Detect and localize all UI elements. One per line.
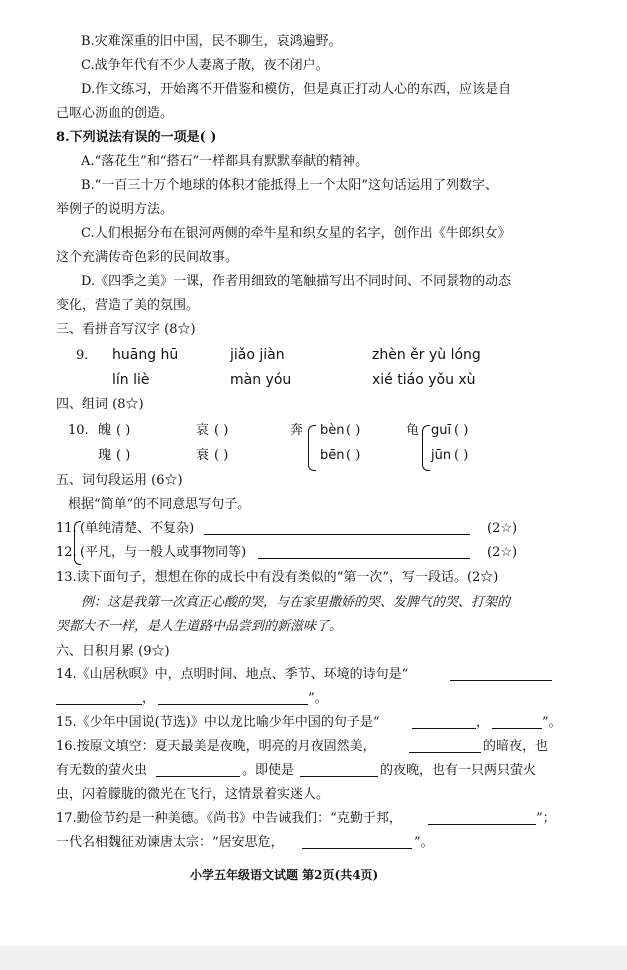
q13-example-line2: 哭都大不一样，是人生道路中品尝到的新滋味了。 [56,619,343,634]
q14-blank-1[interactable] [450,668,552,681]
q10-number: 10. [68,423,89,438]
pinyin-5: màn yóu [230,372,292,388]
q17-line2-end: ”。 [414,835,434,850]
section6-title: 六、日积月累 (9☆) [56,644,170,659]
q13-example-line1: 例：这是我第一次真正心酸的哭，与在家里撒娇的哭、发脾气的哭、打架的 [81,595,511,610]
answer-box-ben1[interactable]: ( ) [346,448,361,463]
q8-option-c-line1: C.人们根据分布在银河两侧的牵牛星和织女星的名字，创作出《牛郎织女》 [81,226,511,241]
q12-meaning: (平凡，与一般人或事物同等) [80,545,247,560]
brace-ben [308,425,316,471]
pinyin-jun1: jūn [431,448,452,463]
q8-option-d-line1: D.《四季之美》一课，作者用细致的笔触描写出不同时间、不同景物的动态 [81,274,512,289]
pinyin-4: lín liè [112,372,150,388]
q13-prompt: 13.读下面句子，想想在你的成长中有没有类似的“第一次”，写一段话。(2☆) [56,570,499,585]
answer-box-gui[interactable]: ( ) [116,448,131,463]
pinyin-gui1: guī [431,423,452,438]
q16-line1-rest: 的暗夜，也 [483,739,549,754]
section5-intro: 根据“简单”的不同意思写句子。 [68,497,251,512]
q12-number: 12. [56,545,77,560]
q14-close-quote: ”。 [308,691,328,706]
char-gui-turtle: 龟 [406,423,420,438]
q12-answer-line[interactable] [258,546,470,559]
q11-number: 11. [56,521,77,536]
q8-option-a: A.“落花生”和“搭石”一样都具有默默奉献的精神。 [81,154,369,169]
answer-box-ben4[interactable]: ( ) [346,423,361,438]
viewer-bottom-strip [0,946,627,970]
q15-comma: ， [476,715,490,730]
q17-blank-2[interactable] [302,836,412,849]
q8-option-d-line2: 变化，营造了美的氛围。 [56,298,200,313]
answer-box-po[interactable]: ( ) [116,423,131,438]
pinyin-ben1: bēn [320,448,345,463]
q16-blank-3[interactable] [300,764,378,777]
answer-box-gui1[interactable]: ( ) [454,423,469,438]
char-gui: 瑰 [98,448,112,463]
q7-option-c: C.战争年代有不少人妻离子散，夜不闭户。 [81,58,329,73]
brace-gui [422,425,430,471]
section5-title: 五、词句段运用 (6☆) [56,473,183,488]
q16-line2-end: 的夜晚，也有一只两只萤火 [380,763,537,778]
q14-line1: 14.《山居秋暝》中，点明时间、地点、季节、环境的诗句是“ [56,667,409,682]
answer-box-jun1[interactable]: ( ) [454,448,469,463]
pinyin-6: xié tiáo yǒu xù [372,372,476,388]
q17-line1-end: ”； [536,811,556,826]
pinyin-1: huāng hū [112,347,179,363]
q11-answer-line[interactable] [204,522,470,535]
char-po: 魄 [98,423,112,438]
q7-option-d-line1: D.作文练习，开始离不开借鉴和模仿，但是真正打动人心的东西，应该是自 [81,82,512,97]
q7-option-b: B.灾难深重的旧中国，民不聊生，哀鸿遍野。 [81,34,342,49]
q14-blank-3[interactable] [158,692,308,705]
q16-line1-prompt: 16.按原文填空：夏天最美是夜晚，明亮的月夜固然美， [56,739,376,754]
answer-box-ai[interactable]: ( ) [214,423,229,438]
q8-option-c-line2: 这个充满传奇色彩的民间故事。 [56,250,239,265]
answer-box-shuai[interactable]: ( ) [214,448,229,463]
pinyin-3: zhèn ěr yù lóng [372,347,481,363]
q17-line1-prompt: 17.勤俭节约是一种美德。《尚书》中告诫我们：“克勤于邦， [56,811,402,826]
q11-meaning: (单纯清楚、不复杂) [80,521,195,536]
q16-line2-mid: 。即使是 [242,763,295,778]
char-ben: 奔 [290,423,304,438]
section4-title: 四、组词 (8☆) [56,397,144,412]
q15-blank-2[interactable] [492,716,542,729]
q16-line3: 虫，闪着朦胧的微光在飞行，这情景着实迷人。 [56,787,330,802]
q16-blank-2[interactable] [156,764,240,777]
q8-option-b-line1: B.“一百三十万个地球的体积才能抵得上一个太阳”这句话运用了列数字、 [81,178,498,193]
q14-comma: ， [142,691,156,706]
char-shuai: 衰 [196,448,210,463]
q15-prompt: 15.《少年中国说(节选)》中以龙比喻少年中国的句子是“ [56,715,380,730]
q15-close-quote: ”。 [542,715,562,730]
q17-blank-1[interactable] [428,812,536,825]
section3-title: 三、看拼音写汉字 (8☆) [56,322,196,337]
page-footer: 小学五年级语文试题 第2页(共4页) [190,868,379,882]
q8-option-b-line2: 举例子的说明方法。 [56,202,174,217]
q8-title: 8.下列说法有误的一项是( ) [56,130,217,145]
q16-line2-start: 有无数的萤火虫 [56,763,148,778]
q9-number: 9. [76,348,89,363]
q12-score: (2☆) [487,545,518,560]
q14-blank-2[interactable] [56,692,142,705]
q15-blank-1[interactable] [412,716,476,729]
pinyin-ben4: bèn [320,423,345,438]
q11-score: (2☆) [487,521,518,536]
q16-blank-1[interactable] [409,740,481,753]
q17-line2-prompt: 一代名相魏征劝谏唐太宗：“居安思危， [56,835,284,850]
q7-option-d-line2: 己呕心沥血的创造。 [56,106,174,121]
char-ai: 哀 [196,423,210,438]
pinyin-2: jiǎo jiàn [230,347,285,363]
